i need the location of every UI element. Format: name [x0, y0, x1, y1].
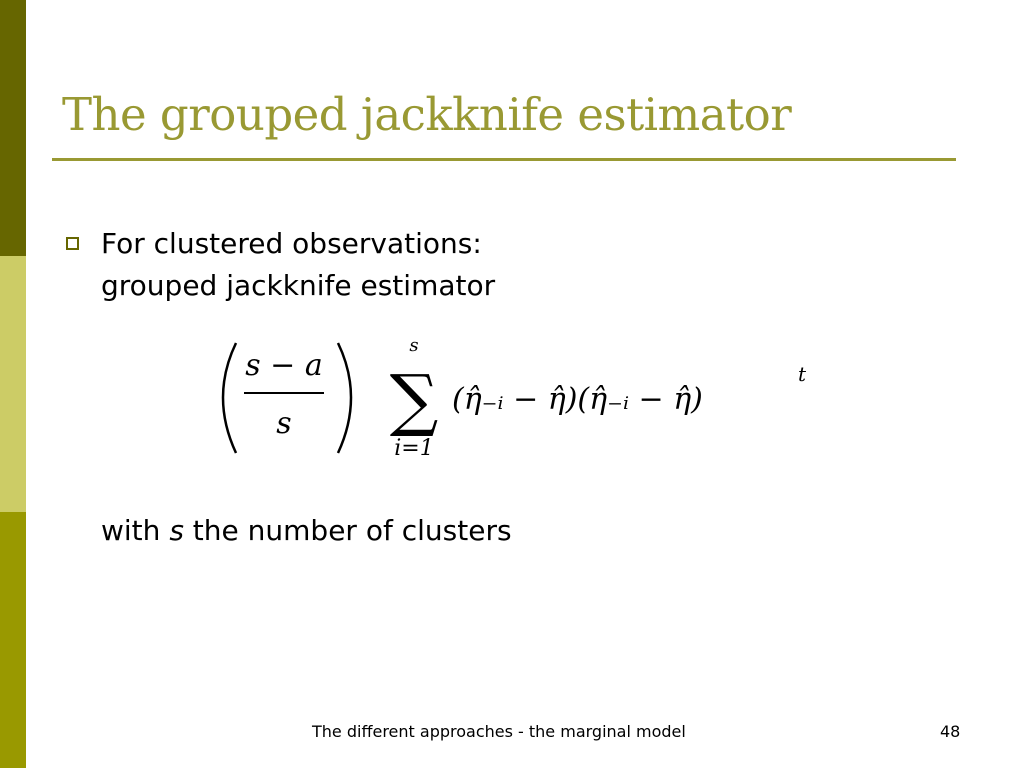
- bullet-text: [101, 223, 495, 307]
- sum-upper-limit: s: [409, 335, 419, 356]
- note-suffix: the number of clusters: [183, 514, 512, 547]
- sidebar-band-mid: [0, 512, 26, 768]
- right-paren: [338, 343, 351, 453]
- page-number: 48: [940, 722, 961, 741]
- transpose-superscript: t: [798, 362, 807, 386]
- square-bullet-icon: [66, 237, 79, 250]
- sidebar-band-dark: [0, 0, 26, 256]
- jackknife-formula: [206, 335, 826, 465]
- title-underline: [52, 158, 956, 161]
- fraction-denominator: s: [276, 406, 292, 441]
- summation-symbol: ∑: [389, 361, 439, 440]
- slide-footer: The different approaches - the marginal model: [312, 722, 686, 741]
- bullet-line-2: grouped jackknife estimator: [101, 269, 496, 302]
- sum-lower-limit: i=1: [394, 436, 434, 461]
- cluster-note: [101, 510, 512, 552]
- note-prefix: with: [101, 514, 170, 547]
- note-variable: s: [169, 514, 184, 547]
- fraction-numerator: s − a: [245, 348, 323, 383]
- slide-title: The grouped jackknife estimator: [62, 88, 792, 141]
- sidebar-band-light: [0, 256, 26, 512]
- bullet-line-1: For clustered observations:: [101, 227, 482, 260]
- summand: (η̂₋ᵢ − η̂)(η̂₋ᵢ − η̂): [452, 382, 703, 417]
- left-paren: [223, 343, 236, 453]
